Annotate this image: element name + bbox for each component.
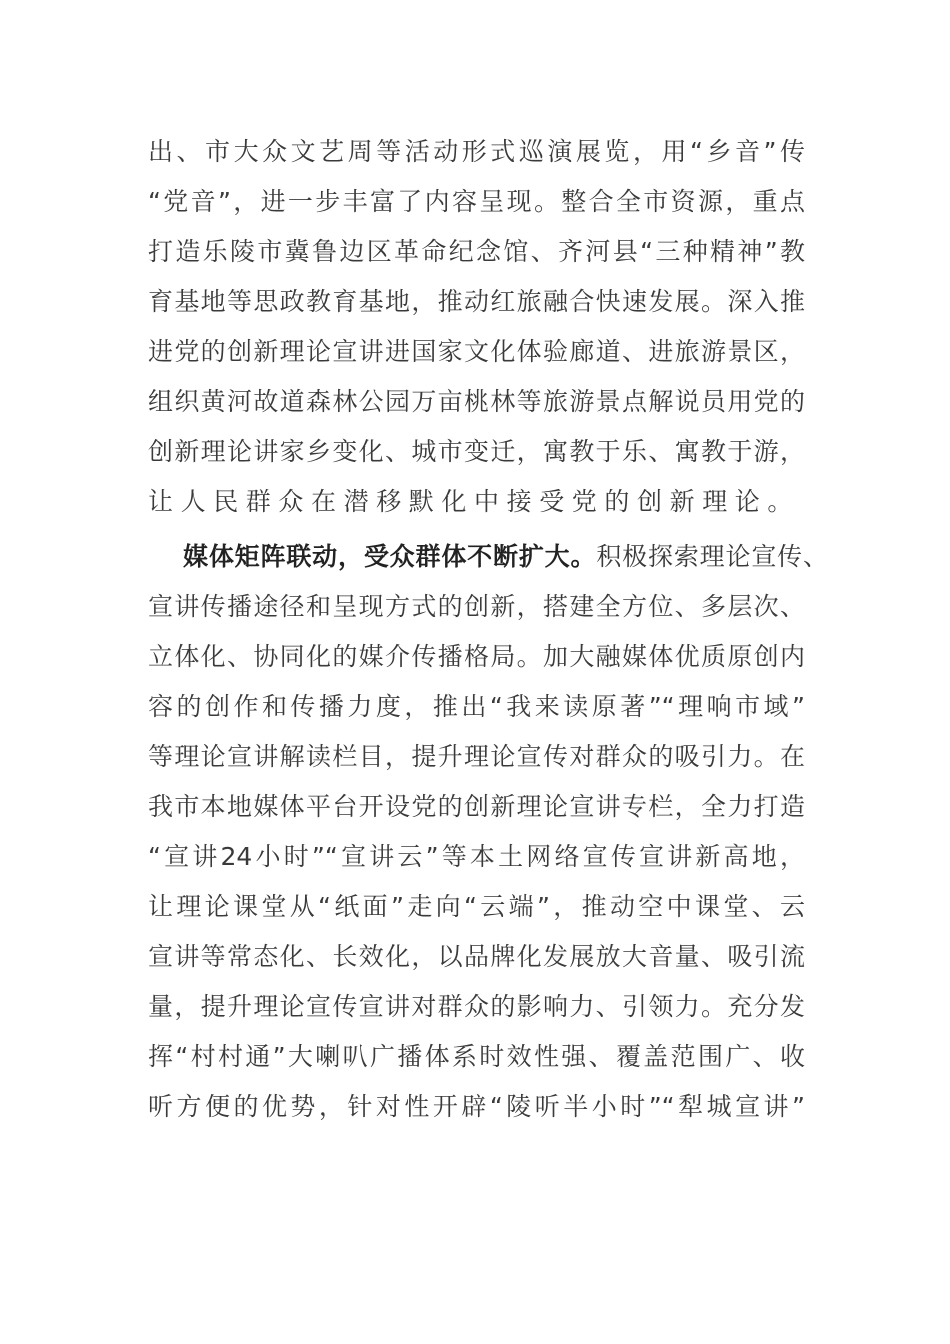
text-line: 宣讲传播途径和呈现方式的创新，搭建全方位、多层次、 xyxy=(148,592,805,621)
text-line: 容的创作和传播力度，推出“我来读原著”“理响市域” xyxy=(148,692,805,721)
text-line-first xyxy=(183,532,828,582)
text-line: 创新理论讲家乡变化、城市变迁，寓教于乐、寓教于游， xyxy=(148,437,805,466)
text-line: 出、市大众文艺周等活动形式巡演展览，用“乡音”传 xyxy=(148,137,805,166)
text-line: “宣讲24小时”“宣讲云”等本土网络宣传宣讲新高地， xyxy=(148,842,805,871)
text-line: 打造乐陵市冀鲁边区革命纪念馆、齐河县“三种精神”教 xyxy=(148,237,805,266)
text-line: 我市本地媒体平台开设党的创新理论宣讲专栏，全力打造 xyxy=(148,792,805,821)
text-line: 宣讲等常态化、长效化，以品牌化发展放大音量、吸引流 xyxy=(148,942,805,971)
text-line: 育基地等思政教育基地，推动红旅融合快速发展。深入推 xyxy=(148,287,805,316)
paragraph-lead-heading: 媒体矩阵联动，受众群体不断扩大。 xyxy=(183,542,597,571)
paragraph-media-matrix xyxy=(148,532,828,1132)
text-line: 挥“村村通”大喇叭广播体系时效性强、覆盖范围广、收 xyxy=(148,1042,805,1071)
text-line: 量，提升理论宣传宣讲对群众的影响力、引领力。充分发 xyxy=(148,992,805,1021)
text-line: 等理论宣讲解读栏目，提升理论宣传对群众的吸引力。在 xyxy=(148,742,805,771)
text-line: 让人民群众在潜移默化中接受党的创新理论。 xyxy=(148,487,801,516)
text-line: 组织黄河故道森林公园万亩桃林等旅游景点解说员用党的 xyxy=(148,387,805,416)
text-line: 立体化、协同化的媒介传播格局。加大融媒体优质原创内 xyxy=(148,642,805,671)
text-line: 听方便的优势，针对性开辟“陵听半小时”“犁城宣讲” xyxy=(148,1092,805,1121)
paragraph-cultural-tourism xyxy=(148,127,805,527)
text-line: 进党的创新理论宣讲进国家文化体验廊道、进旅游景区， xyxy=(148,337,805,366)
text-span: 积极探索理论宣传、 xyxy=(596,542,828,571)
text-line: “党音”，进一步丰富了内容呈现。整合全市资源，重点 xyxy=(148,187,805,216)
text-line: 让理论课堂从“纸面”走向“云端”，推动空中课堂、云 xyxy=(148,892,805,921)
